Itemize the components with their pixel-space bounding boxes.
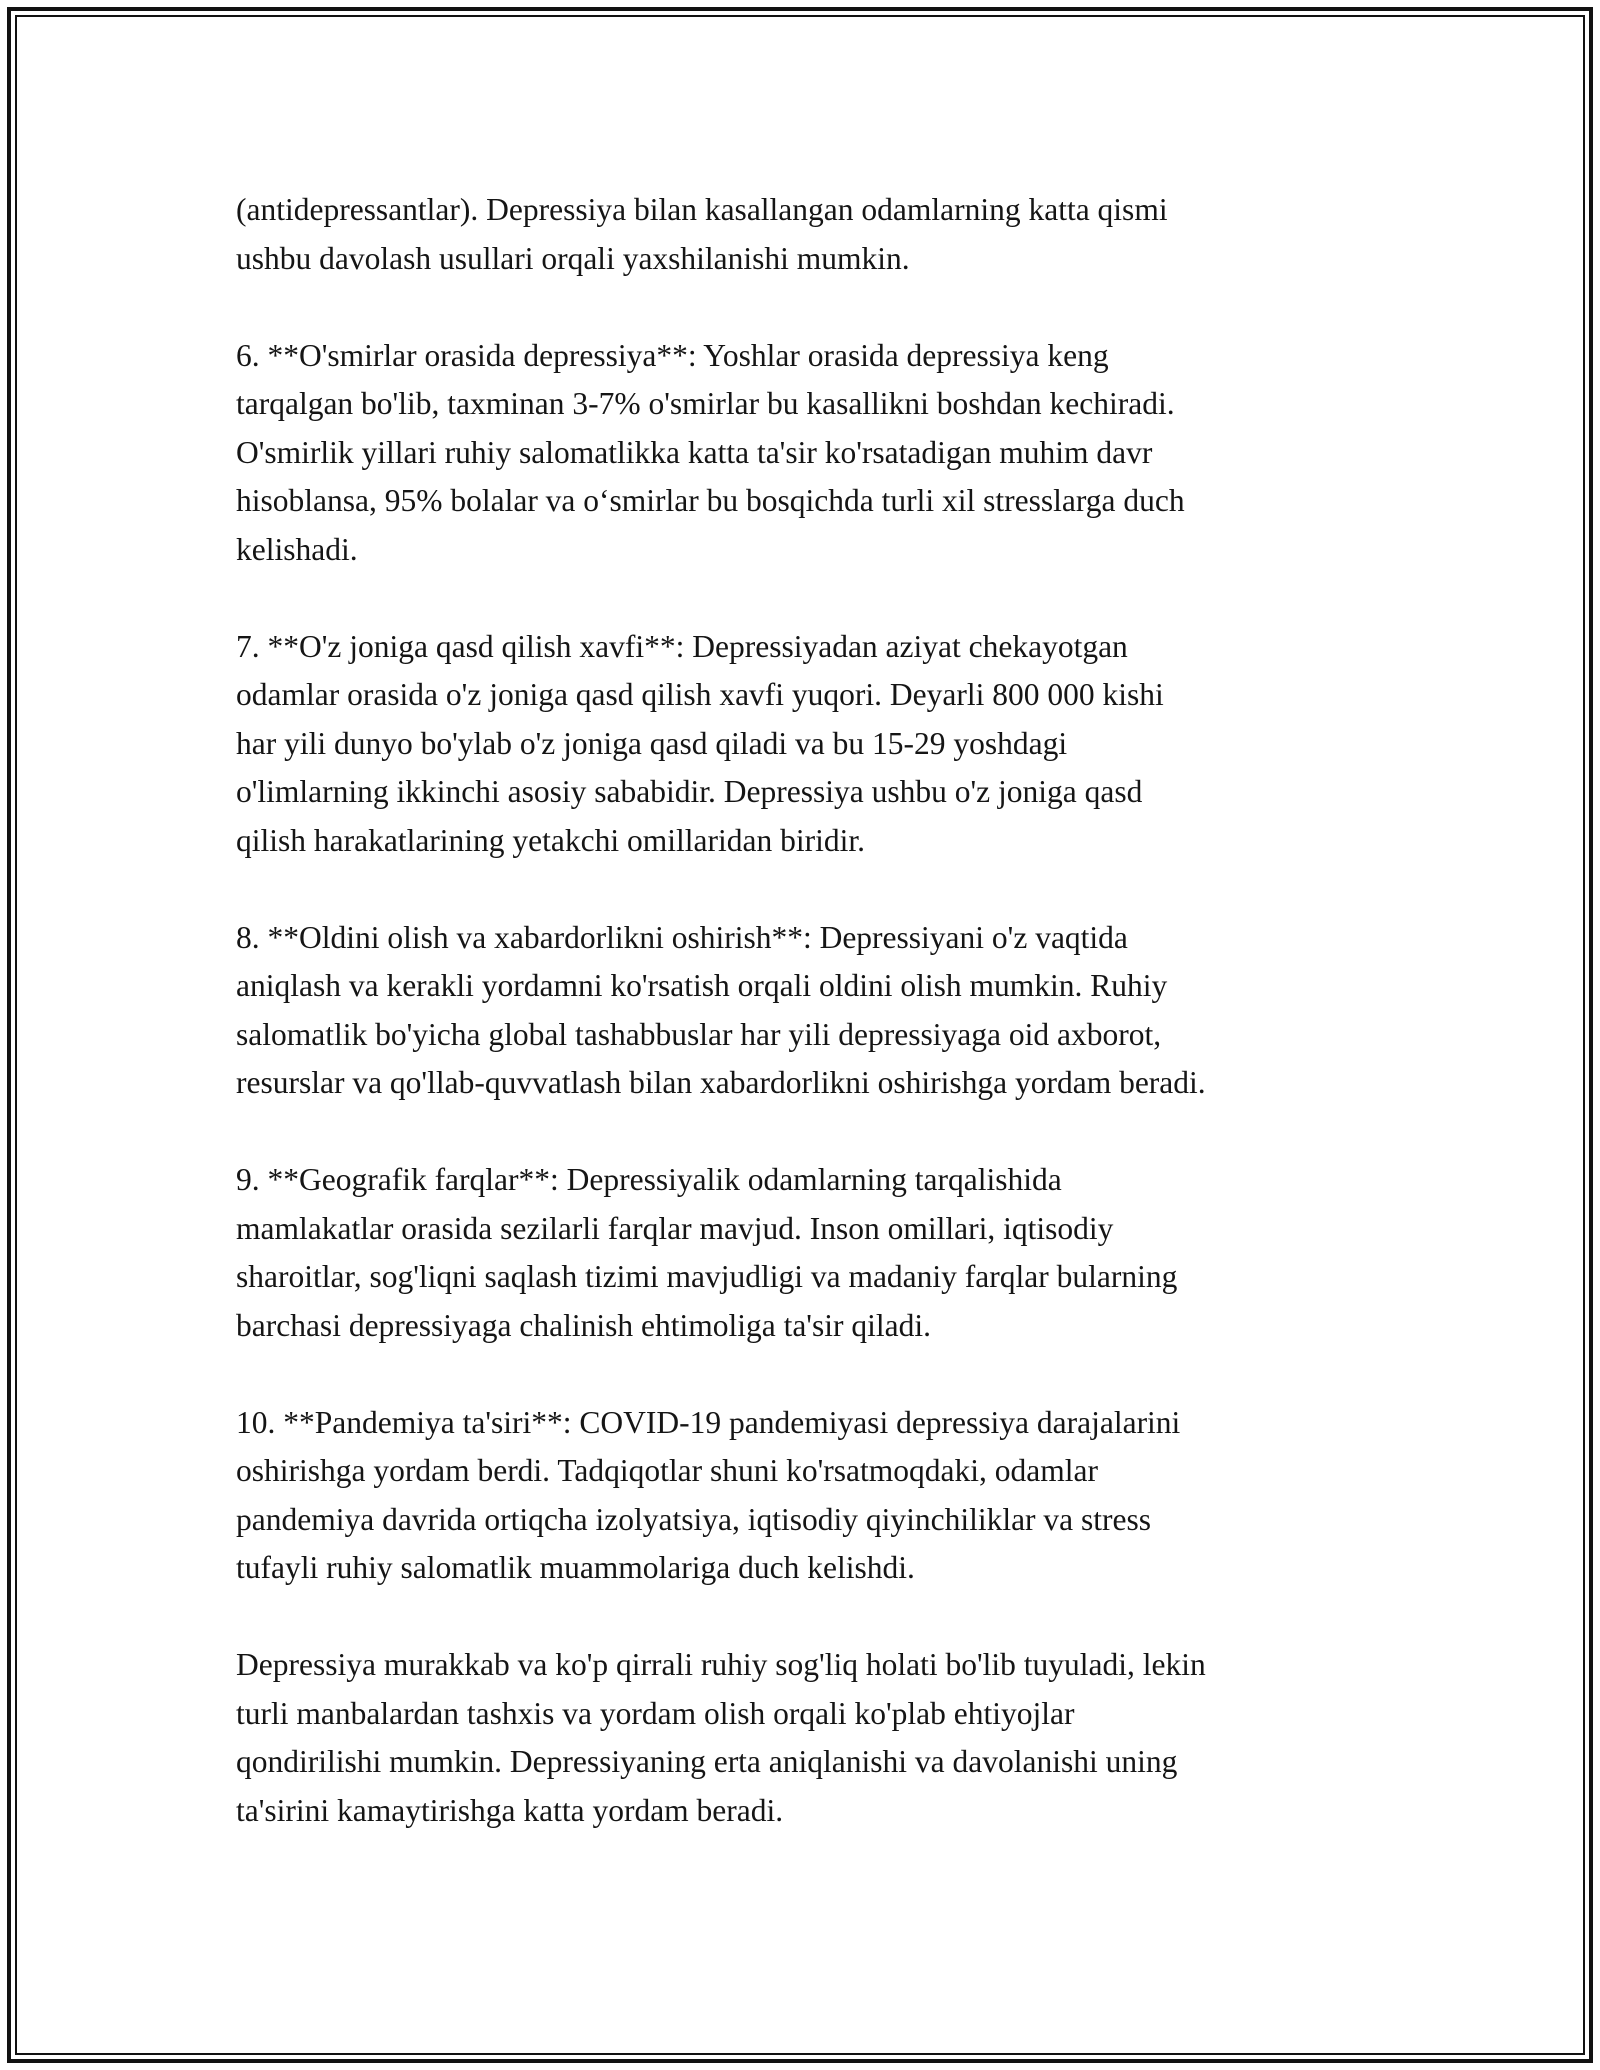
paragraph-item-6: 6. **O'smirlar orasida depressiya**: Yoshlar orasida depressiya keng tarqalgan bo'lib, taxminan 3-7% o'smirlar bu kasallikni boshdan kechiradi. O'smirlik yillari ruhiy salomatlikka katta ta'sir ko'rsatadigan muhim davr hisoblansa, 95% bolalar va o‘smirlar bu bosqichda turli xil stresslarga duch kelishadi. (236, 337, 1185, 567)
paragraph-item-10: 10. **Pandemiya ta'siri**: COVID-19 pandemiyasi depressiya darajalarini oshirishga yordam berdi. Tadqiqotlar shuni ko'rsatmoqdaki, odamlar pandemiya davrida ortiqcha izolyatsiya, iqtisodiy qiyinchiliklar va stress tufayli ruhiy salomatlik muammolariga duch kelishdi. (236, 1404, 1181, 1585)
paragraph-intro-continuation: (antidepressantlar). Depressiya bilan kasallangan odamlarning katta qismi ushbu davolash usullari orqali yaxshilanishi mumkin. (236, 192, 1168, 276)
paragraph-item-8: 8. **Oldini olish va xabardorlikni oshirish**: Depressiyani o'z vaqtida aniqlash va kerakli yordamni ko'rsatish orqali oldini olish mumkin. Ruhiy salomatlik bo'yicha global tashabbuslar har yili depressiyaga oid axborot, resurslar va qo'llab-quvvatlash bilan xabardorlikni oshirishga yordam beradi. (236, 919, 1206, 1100)
document-body (236, 186, 1396, 1884)
paragraph-item-9: 9. **Geografik farqlar**: Depressiyalik odamlarning tarqalishida mamlakatlar orasida sezilarli farqlar mavjud. Inson omillari, iqtisodiy sharoitlar, sog'liqni saqlash tizimi mavjudligi va madaniy farqlar bularning barchasi depressiyaga chalinish ehtimoliga ta'sir qiladi. (236, 1162, 1178, 1343)
paragraph-conclusion: Depressiya murakkab va ko'p qirrali ruhiy sog'liq holati bo'lib tuyuladi, lekin turli manbalardan tashxis va yordam olish orqali ko'plab ehtiyojlar qondirilishi mumkin. Depressiyaning erta aniqlanishi va davolanishi uning ta'sirini kamaytirishga katta yordam beradi. (236, 1647, 1206, 1828)
paragraph-item-7: 7. **O'z joniga qasd qilish xavfi**: Depressiyadan aziyat chekayotgan odamlar orasida o'z joniga qasd qilish xavfi yuqori. Deyarli 800 000 kishi har yili dunyo bo'ylab o'z joniga qasd qiladi va bu 15-29 yoshdagi o'limlarning ikkinchi asosiy sababidir. Depressiya ushbu o'z joniga qasd qilish harakatlarining yetakchi omillaridan biridir. (236, 628, 1164, 858)
